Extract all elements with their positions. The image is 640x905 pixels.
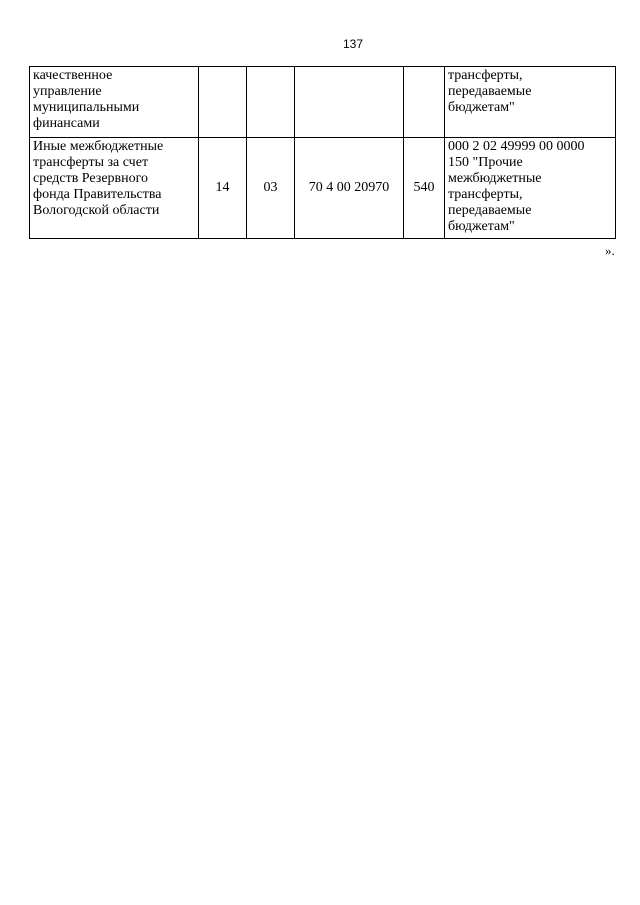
table-row [30, 138, 616, 239]
name-cell: качественное управление муниципальными финансами [30, 67, 199, 138]
closing-quote-mark: ». [605, 243, 615, 258]
target-article-cell: 70 4 00 20970 [295, 138, 404, 239]
subsection-cell: 03 [247, 138, 295, 239]
expense-type-cell [404, 67, 445, 138]
section-cell [199, 67, 247, 138]
page-number: 137 [342, 37, 364, 51]
revenue-code-cell: трансферты, передаваемые бюджетам" [445, 67, 616, 138]
target-article-cell [295, 67, 404, 138]
budget-table [29, 66, 616, 239]
revenue-code-cell: 000 2 02 49999 00 0000 150 "Прочие межбюджетные трансферты, передаваемые бюджетам" [445, 138, 616, 239]
subsection-cell [247, 67, 295, 138]
expense-type-cell: 540 [404, 138, 445, 239]
section-cell: 14 [199, 138, 247, 239]
name-cell: Иные межбюджетные трансферты за счет средств Резервного фонда Правительства Вологодской области [30, 138, 199, 239]
table-row [30, 67, 616, 138]
